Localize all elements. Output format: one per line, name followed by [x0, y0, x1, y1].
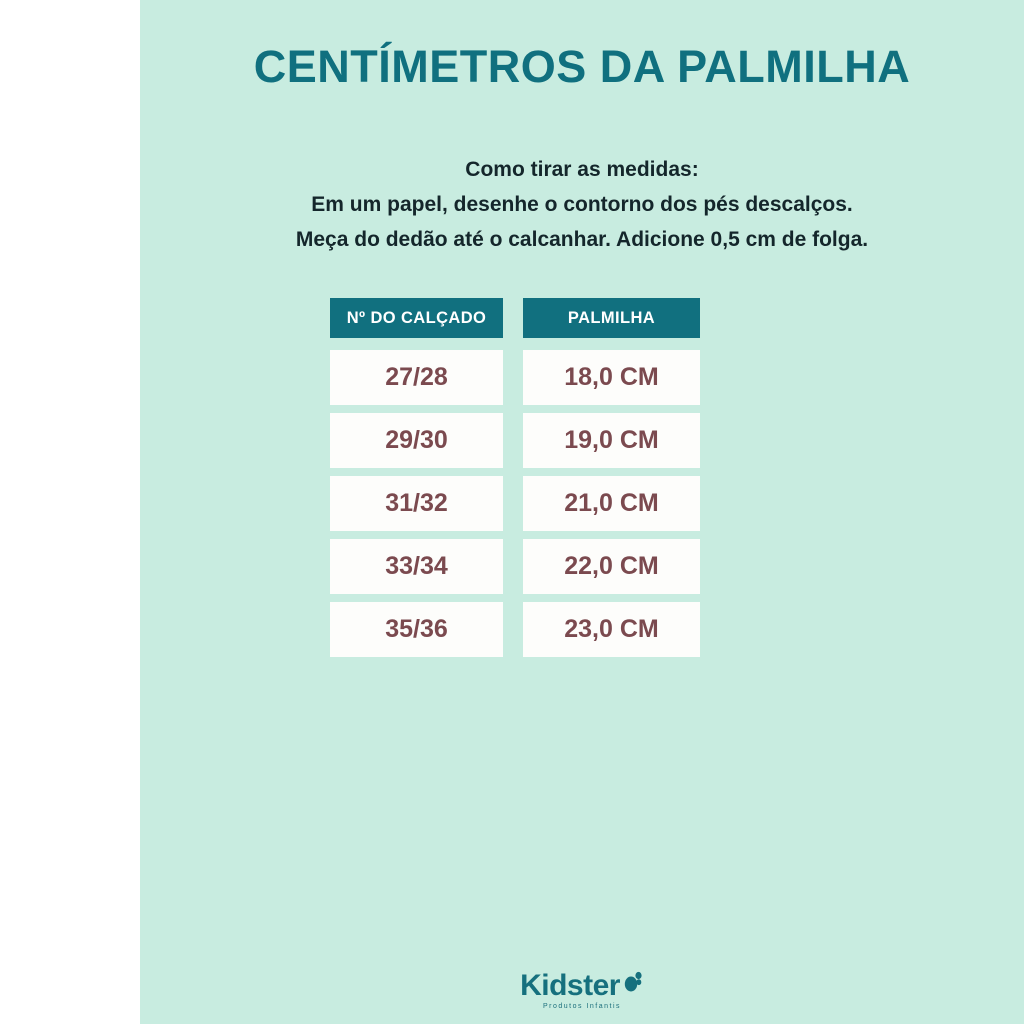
size-chart-card	[140, 0, 1024, 1024]
column-header-insole: PALMILHA	[523, 298, 700, 338]
table-row	[330, 413, 830, 468]
table-row	[330, 476, 830, 531]
brand-logo	[140, 968, 1024, 1010]
table-row	[330, 602, 830, 657]
size-table	[330, 298, 830, 665]
table-row	[330, 350, 830, 405]
footprint-icon	[622, 968, 644, 998]
logo-wordmark: Kidster	[520, 969, 620, 1002]
page-title: CENTÍMETROS DA PALMILHA	[253, 41, 911, 92]
column-header-shoe-size: Nº DO CALÇADO	[330, 298, 503, 338]
cell-insole: 21,0 CM	[523, 476, 700, 531]
instructions-heading: Como tirar as medidas:	[465, 158, 699, 181]
instructions-block	[140, 152, 1024, 257]
logo-tagline: Produtos Infantis	[542, 1003, 622, 1010]
cell-insole: 19,0 CM	[523, 413, 700, 468]
cell-shoe-size: 27/28	[330, 350, 503, 405]
instructions-line-1: Em um papel, desenhe o contorno dos pés descalços.	[311, 193, 853, 216]
table-row	[330, 539, 830, 594]
instructions-line-2: Meça do dedão até o calcanhar. Adicione 0,5 cm de folga.	[295, 228, 869, 251]
cell-shoe-size: 31/32	[330, 476, 503, 531]
cell-shoe-size: 29/30	[330, 413, 503, 468]
cell-insole: 23,0 CM	[523, 602, 700, 657]
cell-shoe-size: 33/34	[330, 539, 503, 594]
cell-insole: 18,0 CM	[523, 350, 700, 405]
cell-insole: 22,0 CM	[523, 539, 700, 594]
logo-wordmark-row	[520, 968, 644, 1001]
cell-shoe-size: 35/36	[330, 602, 503, 657]
table-header-row	[330, 298, 830, 338]
